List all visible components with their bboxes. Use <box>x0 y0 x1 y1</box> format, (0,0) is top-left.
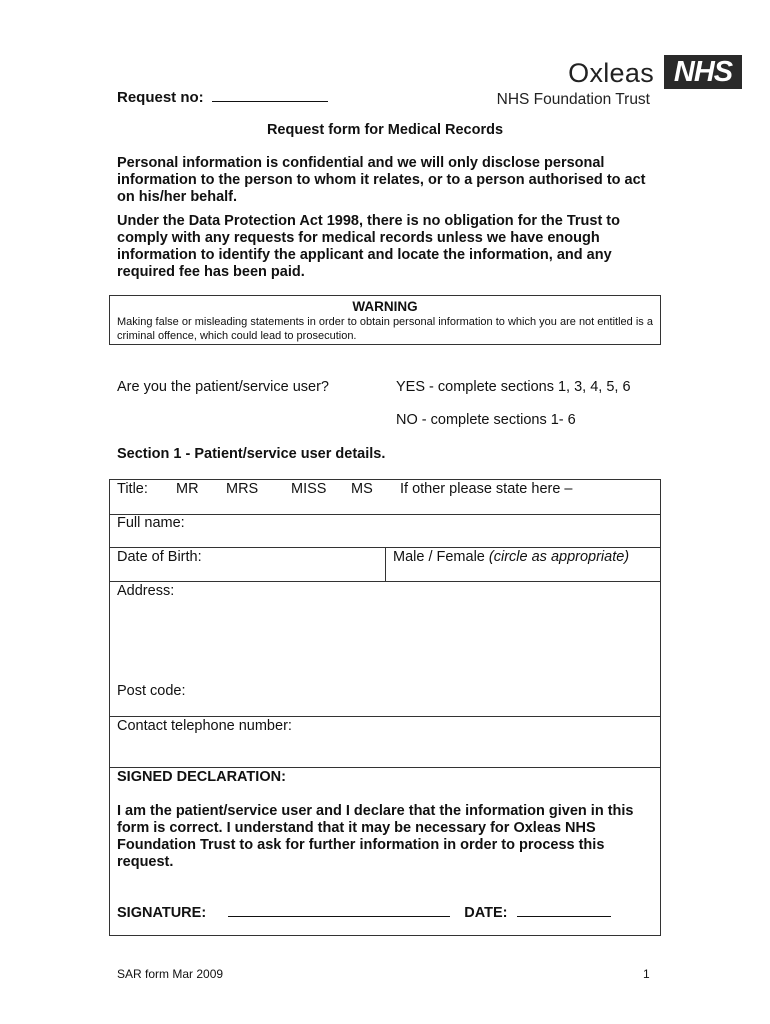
trust-name: NHS Foundation Trust <box>496 91 650 108</box>
date-of-birth-field[interactable]: Date of Birth: <box>117 549 202 565</box>
warning-box <box>109 295 661 345</box>
warning-text: Making false or misleading statements in order to obtain personal information to which you are not entitled is a criminal offence, which could lead to prosecution. <box>117 316 653 342</box>
date-label: DATE: <box>464 905 508 921</box>
patient-yes-option[interactable]: YES - complete sections 1, 3, 4, 5, 6 <box>396 379 631 395</box>
row-divider <box>110 767 660 768</box>
post-code-field[interactable]: Post code: <box>117 683 186 699</box>
row-divider <box>110 716 660 717</box>
column-divider <box>385 547 386 581</box>
sex-note: (circle as appropriate) <box>488 549 630 565</box>
section-1-title: Section 1 - Patient/service user details. <box>117 446 386 462</box>
nhs-logo: NHS <box>664 55 742 89</box>
page-number: 1 <box>643 967 650 981</box>
title-option-mrs[interactable]: MRS <box>226 481 259 497</box>
intro-paragraph-2: Under the Data Protection Act 1998, there is no obligation for the Trust to comply with any requests for medical records unless we have enough information to identify the applicant and locate the information, and any required fee has been paid. <box>117 213 620 280</box>
sex-options: Male / Female <box>393 549 489 565</box>
footer-form-id: SAR form Mar 2009 <box>117 967 224 981</box>
org-name: Oxleas <box>568 58 654 88</box>
contact-telephone-field[interactable]: Contact telephone number: <box>117 718 292 734</box>
title-label: Title: <box>117 481 148 497</box>
signature-field[interactable] <box>228 904 450 917</box>
address-field[interactable]: Address: <box>117 583 175 599</box>
row-divider <box>110 514 660 515</box>
intro-paragraph-1: Personal information is confidential and we will only disclose personal information to the person to whom it relates, or to a person authorised to act on his/her behalf. <box>117 155 646 205</box>
signature-label: SIGNATURE: <box>117 905 207 921</box>
title-option-mr[interactable]: MR <box>176 481 199 497</box>
request-no-field[interactable] <box>212 89 328 102</box>
signature-row <box>117 904 611 921</box>
title-option-ms[interactable]: MS <box>351 481 373 497</box>
full-name-field[interactable]: Full name: <box>117 515 185 531</box>
sex-field[interactable] <box>393 549 629 565</box>
patient-no-option[interactable]: NO - complete sections 1- 6 <box>396 412 576 428</box>
patient-question: Are you the patient/service user? <box>117 379 329 395</box>
patient-details-table <box>109 479 661 936</box>
request-no <box>117 89 328 106</box>
declaration-title: SIGNED DECLARATION: <box>117 769 286 785</box>
date-field[interactable] <box>517 904 611 917</box>
title-option-miss[interactable]: MISS <box>291 481 327 497</box>
declaration-text: I am the patient/service user and I declare that the information given in this form is correct. I understand that it may be necessary for Oxleas NHS Foundation Trust to ask for further information in order to process this request. <box>117 803 634 870</box>
request-no-label: Request no: <box>117 89 204 106</box>
warning-title: WARNING <box>352 299 418 314</box>
other-title-field[interactable]: If other please state here – <box>400 481 573 497</box>
row-divider <box>110 581 660 582</box>
form-title: Request form for Medical Records <box>266 122 504 138</box>
